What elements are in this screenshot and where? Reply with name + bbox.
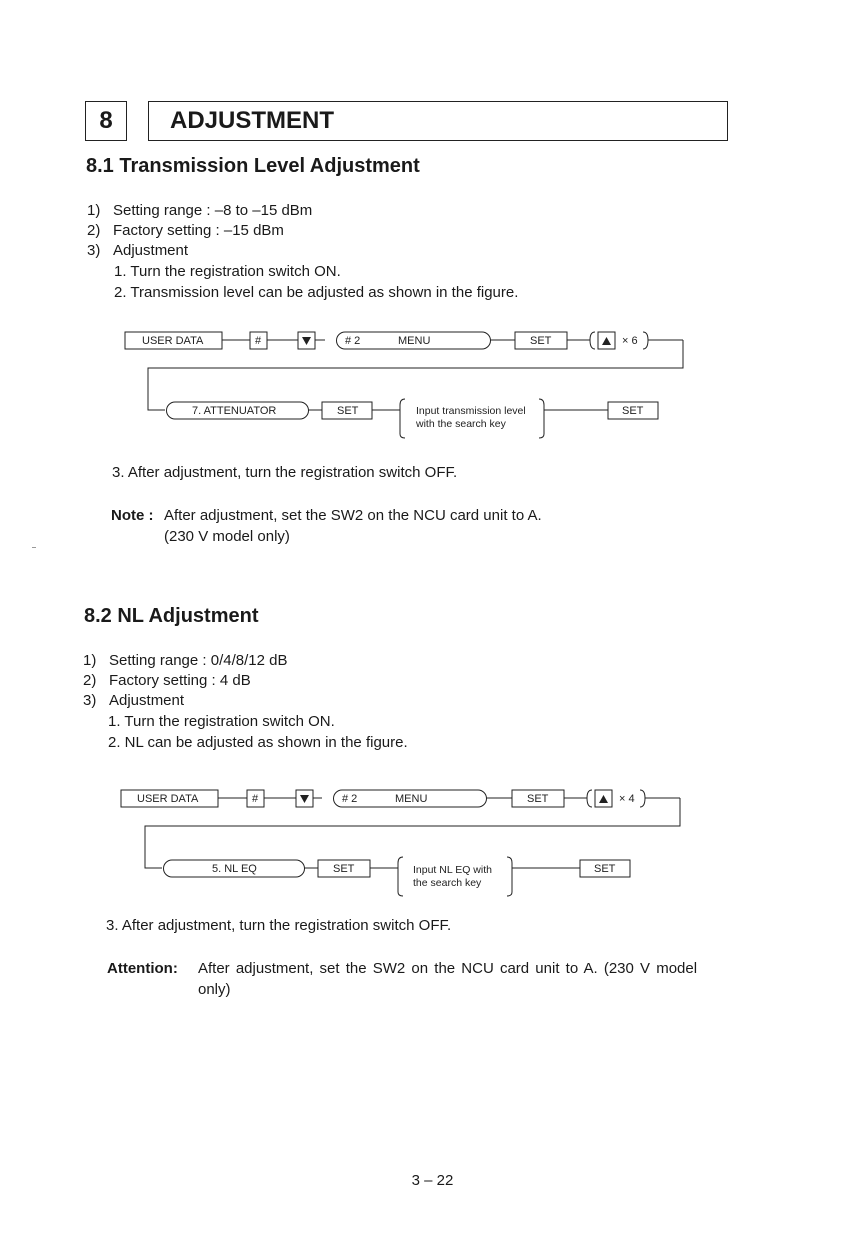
attenuator-option-label: 7. ATTENUATOR (192, 405, 277, 417)
list-item-text: Setting range : –8 to –15 dBm (113, 202, 313, 219)
list-item-text: Factory setting : –15 dBm (113, 222, 284, 239)
list-item (87, 201, 312, 221)
menu-number-label: # 2 (342, 793, 358, 805)
list-item (83, 651, 287, 671)
attention-text: only) (198, 981, 231, 998)
list-item-text: Adjustment (113, 242, 189, 259)
menu-label: MENU (398, 335, 431, 347)
list-item-text: Setting range : 0/4/8/12 dB (109, 652, 288, 669)
set-key-label: SET (622, 405, 644, 417)
input-instruction-line2: with the search key (416, 418, 506, 430)
page-number: 3 – 22 (411, 1172, 454, 1189)
list-item-number: 2) (83, 672, 97, 689)
nl-adjustment-key-sequence-diagram (0, 780, 865, 905)
list-item-number: 3) (87, 242, 101, 259)
step-text: 3. After adjustment, turn the registration switch OFF. (106, 917, 452, 934)
input-instruction-line2: the search key (413, 877, 482, 889)
up-arrow-icon (602, 337, 611, 345)
menu-label: MENU (395, 793, 428, 805)
user-data-key-label: USER DATA (142, 335, 204, 347)
section-heading-nl-adjustment: 8.2 NL Adjustment (84, 605, 259, 627)
list-item-number: 2) (87, 222, 101, 239)
step-text: 1. Turn the registration switch ON. (114, 263, 341, 280)
nl-eq-option-label: 5. NL EQ (212, 863, 257, 875)
margin-mark (32, 547, 36, 548)
list-item (83, 671, 251, 691)
chapter-number: 8 (85, 101, 127, 141)
set-key-label: SET (530, 335, 552, 347)
list-item (83, 691, 184, 711)
down-arrow-icon (302, 337, 311, 345)
list-item-number: 1) (87, 202, 101, 219)
transmission-level-key-sequence-diagram (0, 320, 865, 445)
step-text: 2. NL can be adjusted as shown in the figure. (108, 734, 408, 751)
chapter-title: ADJUSTMENT (148, 101, 728, 141)
set-key-label: SET (337, 405, 359, 417)
attention-text: After adjustment, set the SW2 on the NCU card unit to A. (230 V model (198, 960, 698, 977)
attention-label: Attention: (107, 960, 178, 977)
list-item-number: 3) (83, 692, 97, 709)
note-label: Note : (111, 507, 154, 524)
step-text: 3. After adjustment, turn the registration switch OFF. (112, 464, 458, 481)
list-item (87, 221, 284, 241)
repeat-count-label: × 6 (622, 335, 638, 347)
user-data-key-label: USER DATA (137, 793, 199, 805)
down-arrow-icon (300, 795, 309, 803)
step-text: 2. Transmission level can be adjusted as shown in the figure. (114, 284, 519, 301)
set-key-label: SET (333, 863, 355, 875)
set-key-label: SET (594, 863, 616, 875)
section-heading-transmission-level: 8.1 Transmission Level Adjustment (86, 155, 420, 177)
list-item-text: Factory setting : 4 dB (109, 672, 251, 689)
step-text: 1. Turn the registration switch ON. (108, 713, 335, 730)
repeat-count-label: × 4 (619, 793, 635, 805)
list-item (87, 241, 188, 261)
set-key-label: SET (527, 793, 549, 805)
note-text: (230 V model only) (164, 528, 290, 545)
up-arrow-icon (599, 795, 608, 803)
note (111, 506, 154, 526)
menu-number-label: # 2 (345, 335, 361, 347)
note-text: After adjustment, set the SW2 on the NCU card unit to A. (164, 507, 542, 524)
hash-key-label: # (252, 793, 259, 805)
list-item-number: 1) (83, 652, 97, 669)
attention (107, 959, 178, 979)
list-item-text: Adjustment (109, 692, 185, 709)
input-instruction-line1: Input NL EQ with (413, 864, 492, 876)
hash-key-label: # (255, 335, 262, 347)
input-instruction-line1: Input transmission level (416, 405, 526, 417)
